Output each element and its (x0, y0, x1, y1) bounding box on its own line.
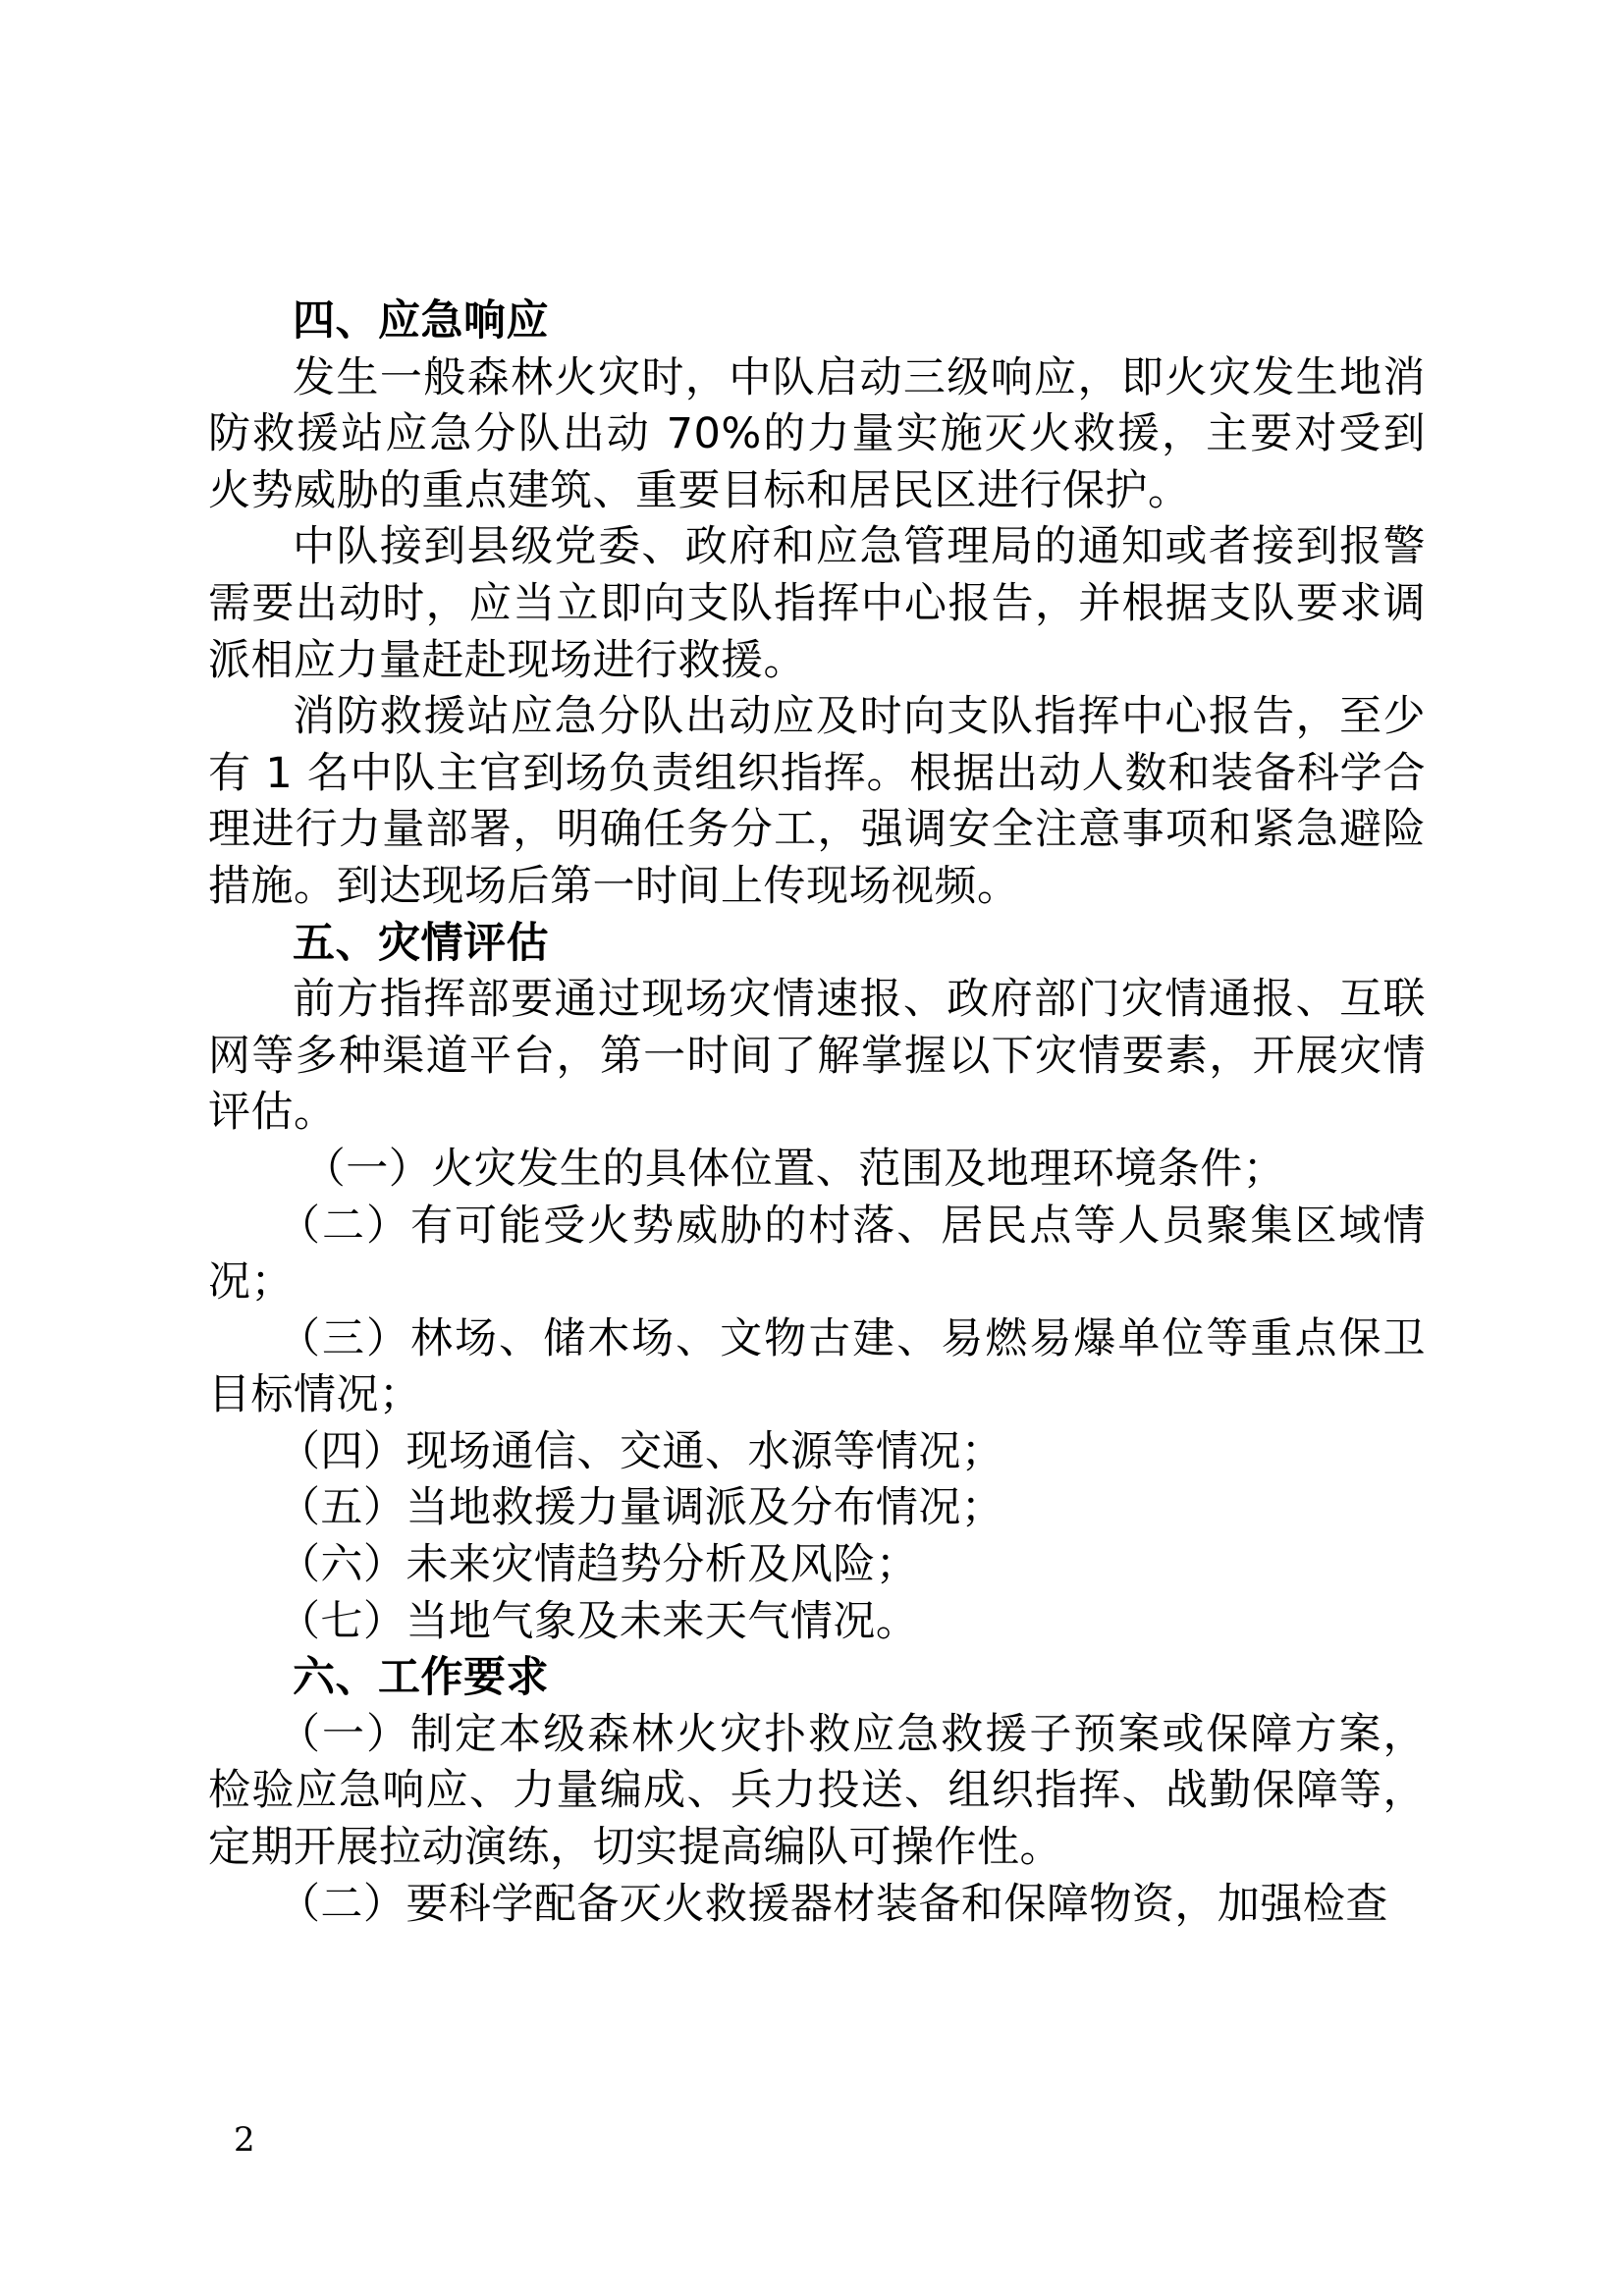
list-item: （四）现场通信、交通、水源等情况； (277, 1426, 1004, 1476)
list-item: （六）未来灾情趋势分析及风险； (277, 1540, 919, 1590)
list-item: （二）要科学配备灭火救援器材装备和保障物资，加强检查 (277, 1879, 1388, 1929)
section-heading-disaster-assessment: 五、灾情评估 (293, 918, 549, 968)
paragraph: 前方指挥部要通过现场灾情速报、政府部门灾情通报、互联网等多种渠道平台，第一时间了解掌握以下灾情要素，开展灾情评估。 (208, 975, 1426, 1138)
list-item: （七）当地气象及未来天气情况。 (277, 1596, 919, 1646)
page-number: 2 (234, 2120, 255, 2160)
section-heading-emergency-response: 四、应急响应 (293, 296, 549, 346)
section-heading-work-requirements: 六、工作要求 (293, 1653, 549, 1703)
list-item: （一）制定本级森林火灾扑救应急救援子预案或保障方案，检验应急响应、力量编成、兵力投送、组织指挥、战勤保障等，定期开展拉动演练，切实提高编队可操作性。 (208, 1709, 1426, 1873)
list-item: （一）火灾发生的具体位置、范围及地理环境条件； (302, 1144, 1286, 1194)
paragraph: 中队接到县级党委、政府和应急管理局的通知或者接到报警需要出动时，应当立即向支队指挥中心报告，并根据支队要求调派相应力量赶赴现场进行救援。 (208, 522, 1426, 685)
list-item: （三）林场、储木场、文物古建、易燃易爆单位等重点保卫目标情况； (208, 1313, 1426, 1420)
list-item: （二）有可能受火势威胁的村落、居民点等人员聚集区域情况； (208, 1201, 1426, 1308)
paragraph: 发生一般森林火灾时，中队启动三级响应，即火灾发生地消防救援站应急分队出动 70%的力量实施灭火救援，主要对受到火势威胁的重点建筑、重要目标和居民区进行保护。 (208, 352, 1426, 515)
list-item: （五）当地救援力量调派及分布情况； (277, 1483, 1004, 1533)
document-body (208, 294, 1426, 1933)
paragraph: 消防救援站应急分队出动应及时向支队指挥中心报告，至少有 1 名中队主官到场负责组织指挥。根据出动人数和装备科学合理进行力量部署，明确任务分工，强调安全注意事项和紧急避险措施。到达现场后第一时间上传现场视频。 (208, 692, 1426, 911)
